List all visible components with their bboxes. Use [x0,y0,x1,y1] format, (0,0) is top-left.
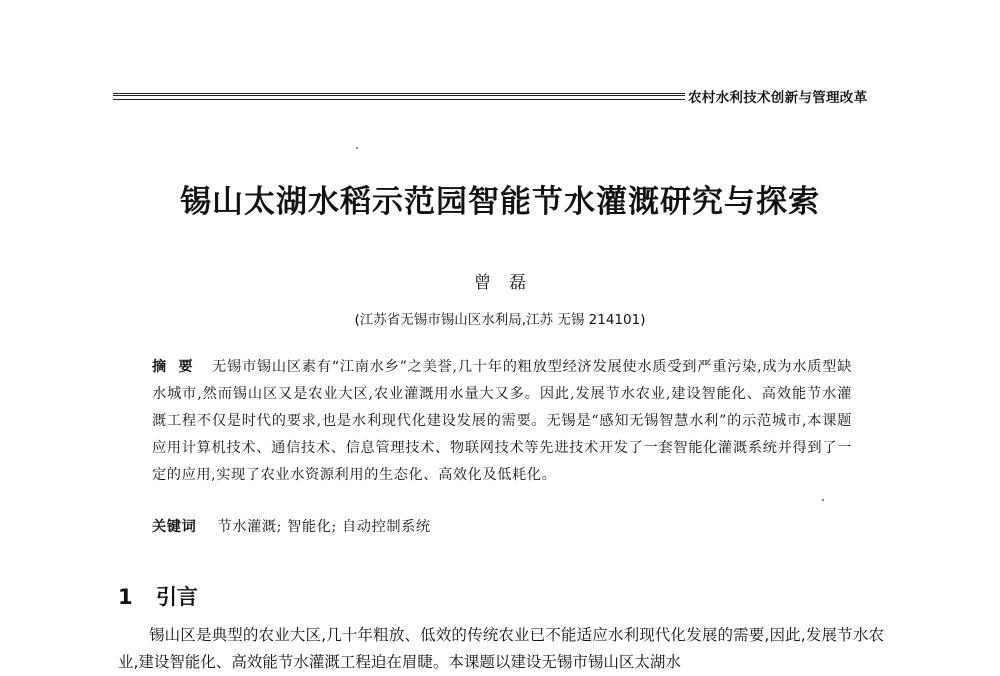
running-title: 农村水利技术创新与管理改革 [688,90,868,106]
author-name: 曾磊 [474,273,544,293]
paper-title: 锡山太湖水稻示范园智能节水灌溉研究与探索 [180,184,820,220]
keywords [152,516,431,536]
keywords-label: 关键词 [152,519,197,535]
abstract [152,354,852,489]
keywords-text: 节水灌溉; 智能化; 自动控制系统 [217,519,431,535]
abstract-text: 无锡市锡山区素有“江南水乡”之美誉,几十年的粗放型经济发展使水质受到严重污染,成为水质型缺水城市,然而锡山区又是农业大区,农业灌溉用水量大又多。因此,发展节水农业,建设智能化、高效能节水灌溉工程不仅是时代的要求,也是水利现代化建设发展的需要。无锡是“感知无锡智慧水利”的示范城市,本课题应用计算机技术、通信技术、信息管理技术、物联网技术等先进技术开发了一套智能化灌溉系统并得到了一定的应用,实现了农业水资源利用的生态化、高效化及低耗化。 [152,359,852,483]
section-heading-introduction [118,581,198,611]
scan-speck [356,147,358,149]
scan-speck [822,499,824,501]
section-number: 1 [118,585,133,609]
body-paragraph: 锡山区是典型的农业大区,几十年粗放、低效的传统农业已不能适应水利现代化发展的需要,因此,发展节水农业,建设智能化、高效能节水灌溉工程迫在眉睫。本课题以建设无锡市锡山区太湖水 [118,626,884,671]
abstract-label: 摘要 [152,359,205,375]
author-affiliation: (江苏省无锡市锡山区水利局,江苏 无锡 214101) [354,312,646,328]
header-rule [113,93,685,100]
section-title: 引言 [155,585,198,609]
